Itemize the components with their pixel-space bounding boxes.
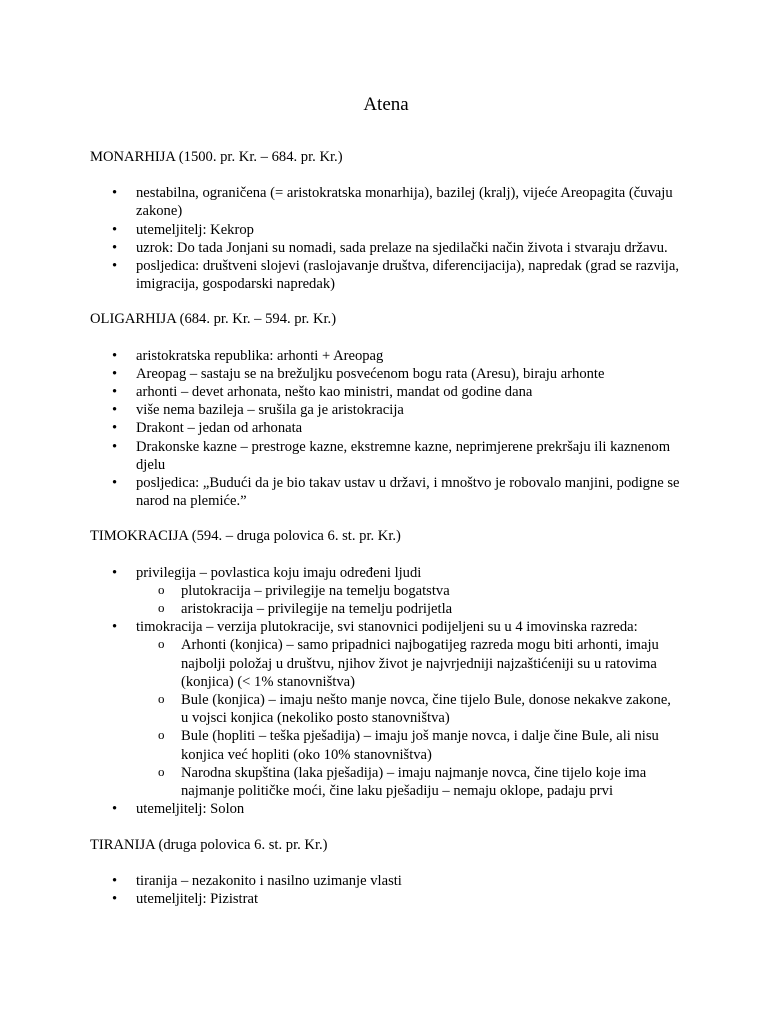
list-item: • tiranija – nezakonito i nasilno uzimanje vlasti: [90, 872, 680, 890]
sub-list-item: o aristokracija – privilegije na temelju podrijetla: [136, 600, 680, 618]
list-item: • Drakont – jedan od arhonata: [90, 419, 680, 437]
list-item: • više nema bazileja – srušila ga je aristokracija: [90, 401, 680, 419]
list-item: • nestabilna, ograničena (= aristokratska monarhija), bazilej (kralj), vijeće Areopagita (čuvaju zakone): [90, 184, 680, 220]
sub-list-item: o Arhonti (konjica) – samo pripadnici najbogatijeg razreda mogu biti arhonti, imaju najbolji položaj u društvu, njihov život je najvrjedniji najzaštićeniji su u ratovima (konjica) (< 1% stanovništva): [136, 636, 680, 691]
list-item: • utemeljitelj: Solon: [90, 800, 680, 818]
sub-list-item: o Narodna skupština (laka pješadija) – imaju najmanje novca, čine tijelo koje ima najmanje političke moći, čine laku pješadiju – nemaju oklope, padaju prvi: [136, 764, 680, 800]
list-item: • uzrok: Do tada Jonjani su nomadi, sada prelaze na sjedilački način života i stvaraju državu.: [90, 239, 680, 257]
list-item-text: timokracija – verzija plutokracije, svi stanovnici podijeljeni su u 4 imovinska razreda:: [136, 619, 638, 636]
imovinski-razredi-sublist: [136, 636, 680, 800]
document-title: Atena: [363, 94, 409, 115]
list-item: [90, 564, 680, 619]
sub-list-item: o Bule (konjica) – imaju nešto manje novca, čine tijelo Bule, donose nekakve zakone, u vojsci konjica (nekoliko posto stanovništva): [136, 691, 680, 727]
list-item: • utemeljitelj: Kekrop: [90, 221, 680, 239]
section-heading-monarhija: MONARHIJA (1500. pr. Kr. – 684. pr. Kr.): [90, 149, 343, 165]
privilegija-sublist: [136, 582, 680, 618]
list-item: • arhonti – devet arhonata, nešto kao ministri, mandat od godine dana: [90, 383, 680, 401]
section-heading-tiranija: TIRANIJA (druga polovica 6. st. pr. Kr.): [90, 836, 328, 853]
oligarhija-list: [90, 347, 680, 511]
list-item: • posljedica: „Budući da je bio takav ustav u državi, i mnoštvo je robovalo manjini, podigne se narod na plemiće.”: [90, 474, 680, 510]
list-item: • utemeljitelj: Pizistrat: [90, 890, 680, 908]
section-heading-oligarhija: OLIGARHIJA (684. pr. Kr. – 594. pr. Kr.): [90, 311, 337, 328]
sub-list-item: o Bule (hopliti – teška pješadija) – imaju još manje novca, i dalje čine Bule, ali nisu konjica već hopliti (oko 10% stanovništva): [136, 727, 680, 763]
list-item: [90, 618, 680, 800]
list-item: • Drakonske kazne – prestroge kazne, ekstremne kazne, neprimjerene prekršaju ili kaznenom djelu: [90, 438, 680, 474]
tiranija-list: [90, 872, 680, 908]
monarhija-list: [90, 184, 680, 293]
timokracija-list: [90, 564, 680, 819]
list-item: • posljedica: društveni slojevi (raslojavanje društva, diferencijacija), napredak (grad se razvija, imigracija, gospodarski napredak): [90, 257, 680, 293]
sub-list-item: o plutokracija – privilegije na temelju bogatstva: [136, 582, 680, 600]
section-heading-timokracija: TIMOKRACIJA (594. – druga polovica 6. st. pr. Kr.): [90, 528, 401, 545]
list-item-text: privilegija – povlastica koju imaju određeni ljudi: [136, 564, 422, 581]
list-item: • aristokratska republika: arhonti + Areopag: [90, 347, 680, 365]
document-page: [90, 93, 680, 925]
list-item: • Areopag – sastaju se na brežuljku posvećenom bogu rata (Aresu), biraju arhonte: [90, 365, 680, 383]
